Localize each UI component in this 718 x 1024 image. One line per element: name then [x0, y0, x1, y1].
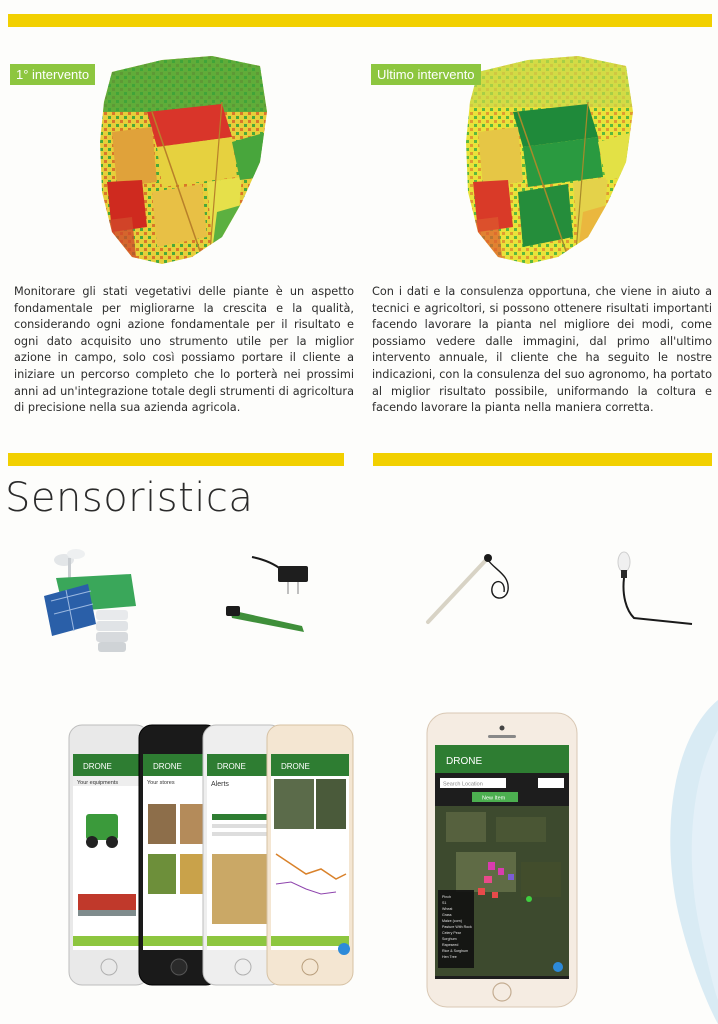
right-divider-bar	[373, 453, 712, 466]
map-phone	[426, 712, 578, 1008]
decorative-swoosh	[600, 700, 718, 1024]
weather-station-icon	[36, 546, 146, 654]
legend-item: Maize (corn)	[442, 919, 462, 923]
legend-item: Grass	[442, 913, 452, 917]
leaf-wetness-sensor-icon	[604, 550, 704, 630]
phone1-menu: Your equipments	[77, 780, 119, 786]
map-new-item-button: New Item	[482, 795, 506, 802]
legend-item: Rapeseed	[442, 943, 459, 947]
legend-item: Sorghum	[442, 937, 457, 941]
left-paragraph: Monitorare gli stati vegetativi delle piante è un aspetto fondamentale per migliorarne la crescita e la qualità, considerando ogni azione fondamentale per il risultato e ogni dato acquisito uno strumento utile per la miglior azione in campo, solo così possiamo portare il cliente a iniziare un percorso completo che lo porterà nei prossimi anni ad un'integrazione totale degli strumenti di agricoltura di precisione nella sua azienda agricola.	[14, 285, 354, 415]
legend-item: Wheat	[442, 907, 453, 911]
temperature-probe-icon	[420, 550, 520, 630]
legend-item: Pasture With Rock	[442, 925, 472, 929]
legend-item: Celery Pear	[442, 931, 461, 935]
ndvi-map-last	[458, 52, 638, 267]
phone3-title: Alerts	[211, 781, 229, 788]
phone1-brand: DRONE	[83, 762, 112, 771]
map-phone-brand: DRONE	[446, 756, 483, 767]
section-title: Sensoristica	[5, 475, 254, 521]
soil-moisture-probe-icon	[222, 552, 322, 634]
phone3-brand: DRONE	[217, 762, 246, 771]
phone2-title: Your stores	[147, 780, 175, 786]
phone-4	[266, 724, 356, 986]
phone2-brand: DRONE	[153, 762, 182, 771]
legend-item: S1	[442, 901, 447, 905]
phone4-brand: DRONE	[281, 762, 310, 771]
top-accent-bar	[8, 14, 712, 27]
map-search-placeholder: Search Location	[443, 781, 483, 788]
last-intervention-badge: Ultimo intervento	[371, 64, 481, 85]
legend-item: Rice & Sorghum	[442, 949, 469, 953]
right-paragraph: Con i dati e la consulenza opportuna, che viene in aiuto a tecnici e agricoltori, si possono ottenere risultati importanti facendo lavorare la pianta nel migliore dei modi, come possiamo vedere dalle immagini, dal primo all'ultimo intervento annuale, il cliente che ha seguito le nostre indicazioni, con la consulenza del suo agronomo, ha portato al miglior risultato possibile, uniformando la coltura e facendo lavorare la pianta nella maniera corretta.	[372, 285, 712, 415]
legend-item: Hen Tree	[442, 955, 457, 959]
left-divider-bar	[8, 453, 344, 466]
ndvi-map-first	[92, 52, 272, 267]
legend-item: Pinch	[442, 895, 451, 899]
first-intervention-badge: 1° intervento	[10, 64, 95, 85]
